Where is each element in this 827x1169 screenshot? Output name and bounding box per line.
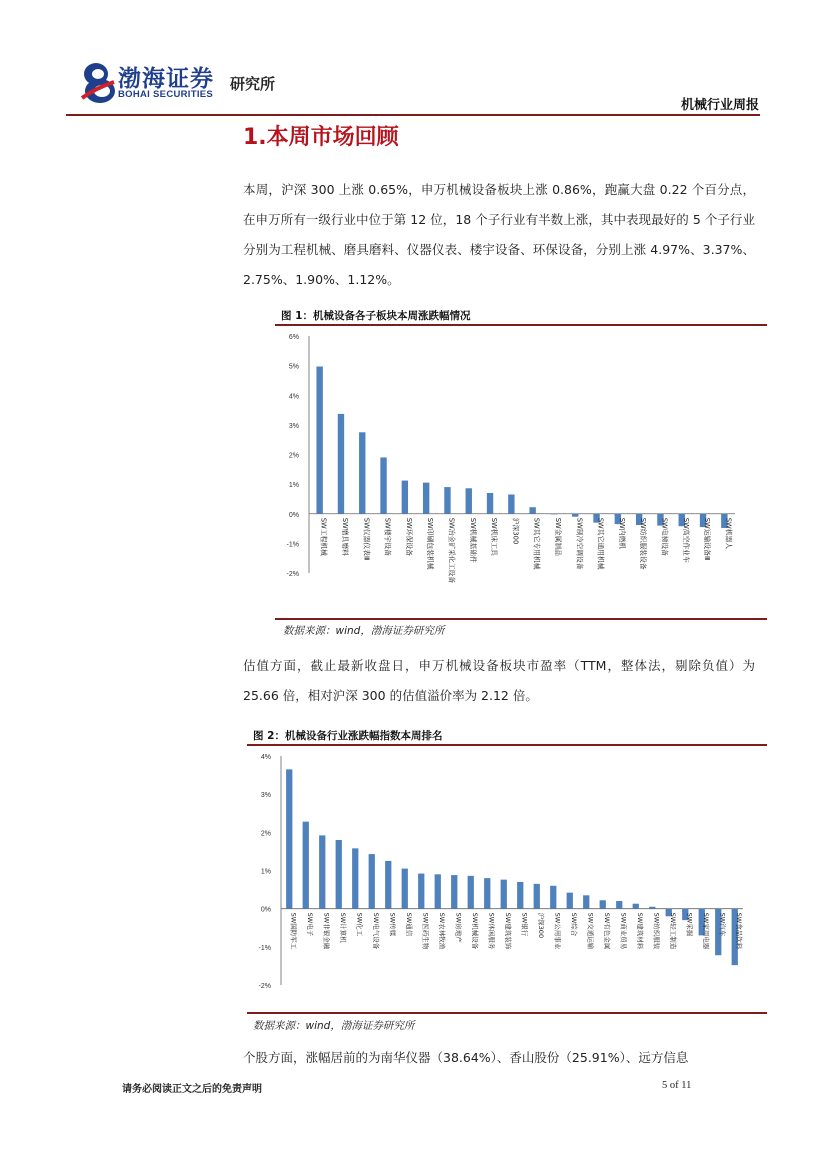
category-label: SW机床工具 [490,517,499,556]
bar-SW机械基础件 [466,488,472,513]
y-tick-label: 4% [260,754,271,761]
header-divider [66,114,760,116]
bar-SW商业贸易 [616,901,622,909]
bar-SW机械设备 [468,876,474,909]
category-label: SW医药生物 [421,912,430,950]
category-label: SW纺织服装 [652,912,661,950]
figure-2-bar-chart [247,746,767,1010]
figure-1-bar-chart [275,326,767,616]
logo-english-name: BOHAI SECURITIES [118,89,214,100]
bar-SW医药生物 [418,874,424,909]
bar-SW非银金融 [319,835,325,908]
figure-1-bottom-rule [275,618,767,620]
bar-沪深300 [508,494,514,513]
category-label: SW采掘 [685,912,694,937]
y-tick-label: 5% [288,363,299,371]
bar-SW有色金属 [600,900,606,908]
category-label: SW高空作业车 [681,517,690,563]
y-tick-label: -1% [258,944,271,952]
category-label: SW传媒 [388,912,397,937]
bar-SW银行 [517,882,523,909]
bar-SW冶金矿采化工设备 [444,487,450,514]
bar-SW电气设备 [369,854,375,909]
category-label: SW电气设备 [371,912,380,950]
category-label: SW轻工制造 [668,912,677,950]
category-label: SW商业贸易 [619,912,628,950]
category-label: SW建筑材料 [635,912,644,950]
figure-1-caption: 图 1：机械设备各子板块本周涨跌幅情况 [281,310,471,322]
bar-SW建筑材料 [633,904,639,909]
y-tick-label: 0% [288,511,299,519]
category-label: SW综合 [569,912,578,937]
bar-SW纺织服装 [649,907,655,909]
category-label: 沪深300 [536,912,545,939]
category-label: SW机器人 [724,517,733,550]
category-label: SW工程机械 [319,517,328,556]
bar-SW仪器仪表Ⅲ [359,432,365,513]
logo-chinese-name: 渤海证券 [118,65,214,92]
bar-SW建筑装饰 [501,880,507,909]
category-label: SW仪器仪表Ⅲ [362,517,371,561]
category-label: SW银行 [520,912,529,937]
bar-SW房地产 [451,875,457,909]
category-label: SW其它通用机械 [596,517,605,570]
category-label: SW机械设备 [470,912,479,950]
bar-沪深300 [534,884,540,909]
y-tick-label: 4% [288,393,299,401]
bar-SW楼宇设备 [380,457,386,513]
bar-SW金属制品 [551,514,557,515]
category-label: SW公用事业 [553,912,562,950]
page-number: 5 of 11 [662,1080,692,1091]
y-tick-label: 0% [260,906,271,914]
y-tick-label: 6% [288,334,299,341]
category-label: SW非银金融 [322,912,331,950]
valuation-paragraph: 估值方面，截止最新收盘日，申万机械设备板块市盈率（TTM，整体法，剔除负值）为 25.66 倍，相对沪深 300 的估值溢价率为 2.12 倍。 [243,658,755,703]
category-label: SW食品饮料 [734,912,743,950]
bar-SW农林牧渔 [435,874,441,908]
category-label: SW国防军工 [289,912,298,950]
bar-SW电子 [303,822,309,909]
figure-2-caption: 图 2：机械设备行业涨跌幅指数本周排名 [253,730,443,742]
category-label: SW制冷空调设备 [575,517,584,570]
section-title: 1.本周市场回顾 [243,125,399,150]
bar-SW国防军工 [286,769,292,908]
bar-SW传媒 [385,861,391,909]
bar-SW公用事业 [550,886,556,909]
disclaimer-notice: 请务必阅读正文之后的免责声明 [122,1084,262,1095]
bohai-logo-icon [78,58,118,106]
category-label: SW有色金属 [602,912,611,950]
report-title: 机械行业周报 [680,98,759,113]
y-tick-label: 2% [260,830,271,838]
category-label: SW计算机 [338,912,347,943]
category-label: SW冶金矿采化工设备 [447,517,456,584]
category-label: SW内燃机 [617,517,626,550]
figure-1-source: 数据来源：wind，渤海证券研究所 [283,625,445,637]
category-label: SW纺织服装设备 [639,517,648,570]
y-tick-label: 2% [288,452,299,460]
figure-2-source: 数据来源：wind，渤海证券研究所 [253,1020,415,1032]
bar-SW化工 [352,848,358,908]
category-label: SW楼宇设备 [383,517,392,556]
bar-SW机床工具 [487,493,493,514]
company-logo [78,58,298,108]
y-tick-label: -2% [286,571,299,578]
bar-SW环保设备 [402,481,408,514]
y-tick-label: 3% [288,422,299,430]
y-tick-label: 3% [260,792,271,800]
category-label: SW建筑装饰 [503,912,512,950]
category-label: SW交通运输 [586,912,595,950]
category-label: SW金属制品 [553,517,562,556]
bar-SW计算机 [336,840,342,909]
category-label: SW机械基础件 [468,517,477,563]
y-tick-label: -1% [286,541,299,549]
logo-institute: 研究所 [230,75,276,93]
category-label: SW电子 [305,912,314,937]
bar-SW制冷空调设备 [572,514,578,517]
category-label: SW化工 [355,912,364,937]
category-label: SW环保设备 [404,517,413,556]
category-label: SW印刷包装机械 [426,517,435,570]
bar-SW综合 [567,893,573,909]
category-label: SW其它专用机械 [532,517,541,570]
category-label: SW磨具磨料 [340,517,349,556]
market-review-paragraph: 本周，沪深 300 上涨 0.65%，申万机械设备板块上涨 0.86%，跑赢大盘 0.22 个百分点，在申万所有一级行业中位于第 12 位，18 个子行业有半数上涨，其中表现最好的 5 个子行业分别为工程机械、磨具磨料、仪器仪表、楼宇设备、环保设备，分别上涨 4.97%、3.37%、2.75%、1.90%、1.12%。 [243,182,755,287]
category-label: SW农林牧渔 [437,912,446,950]
category-label: SW休闲服务 [487,912,496,950]
bar-SW工程机械 [316,367,322,514]
bar-SW其它专用机械 [529,507,535,514]
figure-2-bottom-rule [247,1012,767,1014]
category-label: SW电梯设备 [660,517,669,556]
y-tick-label: 1% [288,482,299,490]
bar-SW交通运输 [583,895,589,908]
stock-performance-paragraph: 个股方面，涨幅居前的为南华仪器（38.64%）、香山股份（25.91%）、远方信息 [243,1050,689,1065]
category-label: SW房地产 [454,912,463,943]
category-label: SW运输设备Ⅲ [703,517,712,561]
bar-SW休闲服务 [484,878,490,909]
category-label: SW家用电器 [701,912,710,950]
y-tick-label: -2% [258,983,271,990]
category-label: 沪深300 [511,517,520,545]
y-tick-label: 1% [260,868,271,876]
category-label: SW通信 [404,912,413,937]
bar-SW印刷包装机械 [423,483,429,514]
category-label: SW汽车 [718,912,727,937]
bar-SW磨具磨料 [338,414,344,514]
bar-SW通信 [402,869,408,909]
